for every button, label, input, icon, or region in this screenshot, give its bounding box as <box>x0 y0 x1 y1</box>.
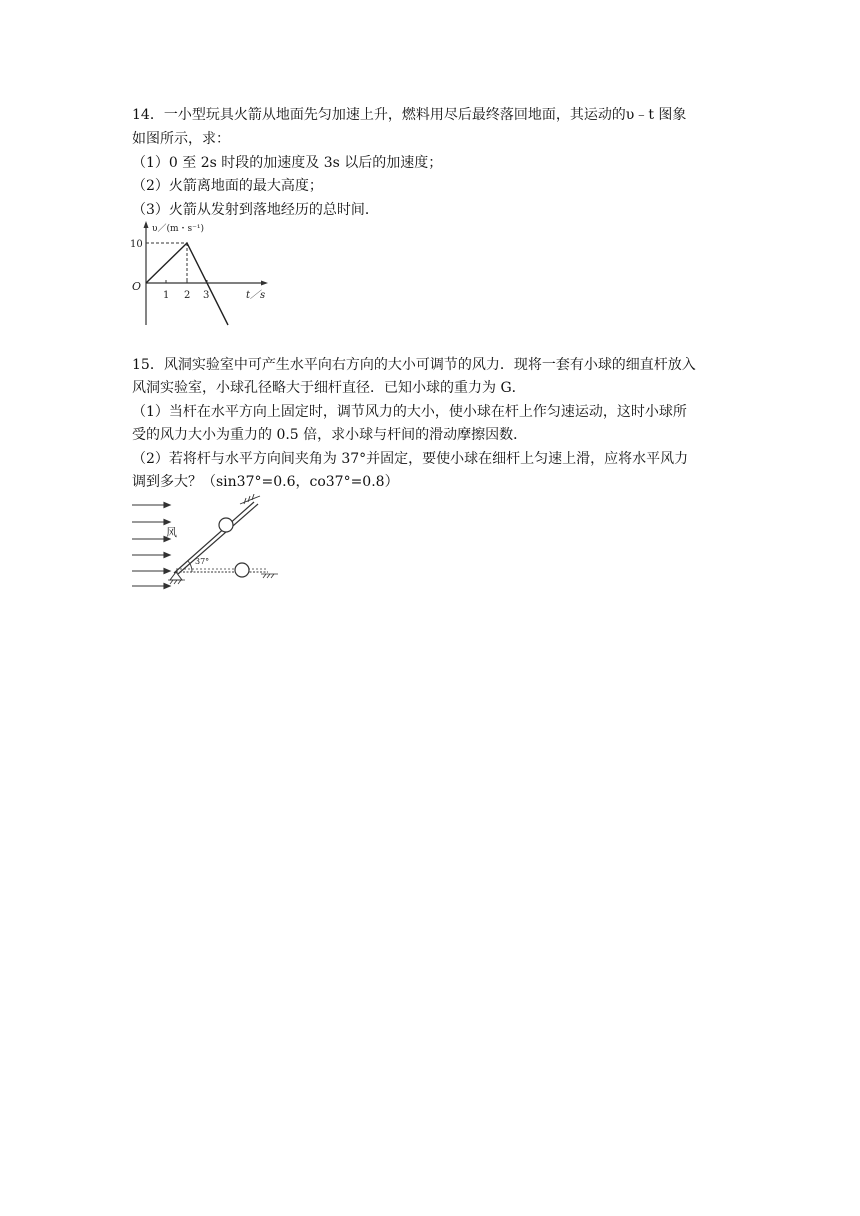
q14-part1: （1）0 至 2s 时段的加速度及 3s 以后的加速度； <box>132 155 443 171</box>
pivot-support <box>170 572 182 580</box>
q14-part2: （2）火箭离地面的最大高度； <box>132 178 323 194</box>
q15-stem-line1: 15．风洞实验室中可产生水平向右方向的大小可调节的风力．现将一套有小球的细直杆放入 <box>132 357 696 373</box>
y-axis-arrow <box>144 221 149 228</box>
x-tick-label-1: 1 <box>163 290 170 301</box>
ball-on-incline <box>219 518 233 532</box>
x-axis-arrow <box>261 281 268 286</box>
q14-stem-line1: 14．一小型玩具火箭从地面先匀加速上升，燃料用尽后最终落回地面，其运动的υ﹣t 图象 <box>132 107 687 123</box>
y-tick-label: 10 <box>130 239 143 250</box>
q15-part1-line1: （1）当杆在水平方向上固定时，调节风力的大小，使小球在杆上作匀速运动，这时小球所 <box>132 404 687 420</box>
inclined-rod <box>174 502 258 574</box>
q14-part3: （3）火箭从发射到落地经历的总时间． <box>132 202 379 218</box>
q15-stem-line2: 风洞实验室，小球孔径略大于细杆直径．已知小球的重力为 G． <box>132 380 526 396</box>
q14-stem-line2: 如图所示，求： <box>132 131 230 147</box>
rod-top-support <box>240 494 260 504</box>
q15-part1-line2: 受的风力大小为重力的 0.5 倍，求小球与杆间的滑动摩擦因数． <box>132 427 528 443</box>
y-axis-label: υ／(m・s⁻¹) <box>152 224 205 234</box>
wind-label: 风 <box>166 526 177 539</box>
vt-graph <box>128 220 278 330</box>
angle-label: 37° <box>195 557 210 566</box>
x-tick-label-2: 2 <box>184 290 191 301</box>
wind-tunnel-figure <box>128 494 288 594</box>
x-axis-label: t／s <box>246 290 266 301</box>
wind-arrows <box>132 503 170 589</box>
x-tick-label-3: 3 <box>203 290 210 301</box>
q15-part2-line1: （2）若将杆与水平方向间夹角为 37°并固定，要使小球在细杆上匀速上滑，应将水平风力 <box>132 451 689 467</box>
ball-on-horizontal <box>235 563 249 577</box>
origin-label: O <box>132 280 142 293</box>
right-support <box>261 574 278 578</box>
q15-part2-line2: 调到多大？（sin37°=0.6，co37°=0.8） <box>132 474 399 490</box>
